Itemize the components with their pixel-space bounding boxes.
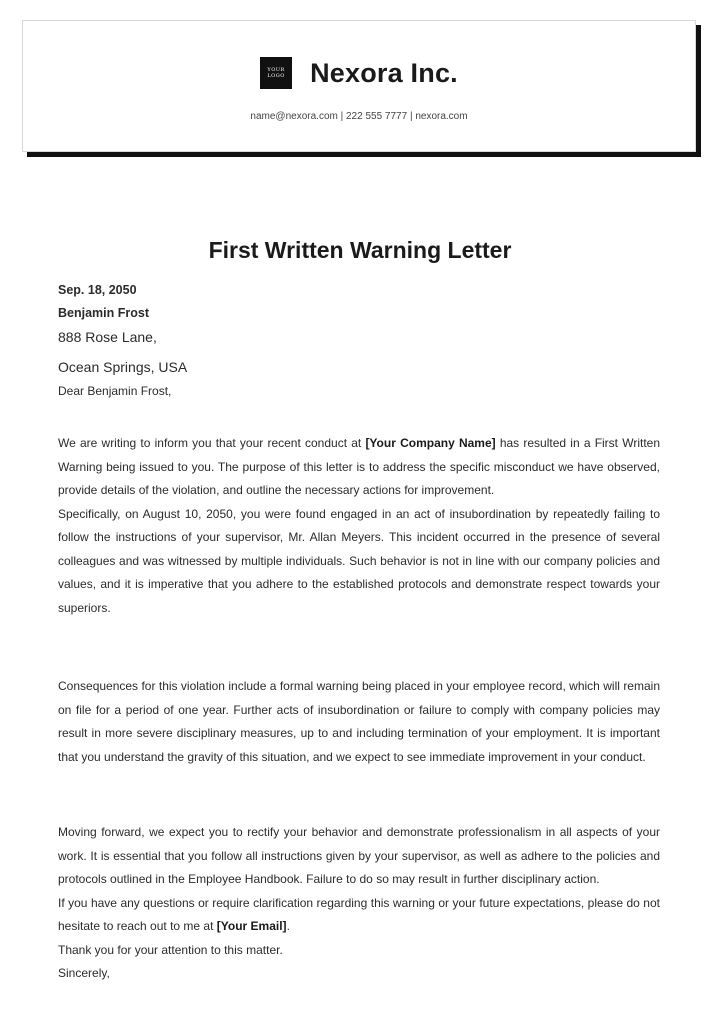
paragraph-1-2 [58,432,660,620]
company-name: Nexora Inc. [310,57,458,88]
paragraph-intro [58,432,660,503]
company-name-placeholder: [Your Company Name] [365,436,496,450]
questions-text-b: . [286,919,290,933]
contact-line: name@nexora.com | 222 555 7777 | nexora.com [250,111,468,122]
email-placeholder: [Your Email] [216,919,287,933]
logo-text-line2: LOGO [267,73,285,79]
paragraph-moving-forward: Moving forward, we expect you to rectify your behavior and demonstrate professionalism in all aspects of your work. It is essential that you follow all instructions given by your supervisor, as well as adhere to the policies and protocols outlined in the Employee Handbook. Failure to do so may result in further disciplinary action. [58,825,660,886]
intro-text-b: has resulted in a First Written Warning being issued to you. The purpose of this letter is to address the specific misconduct we have observed, provide details of the violation, and outline the necessary actions for improvement. [58,436,661,497]
logo-placeholder [260,57,292,89]
address-line-1: 888 Rose Lane, [58,329,157,345]
letterhead [22,20,696,152]
paragraph-incident: Specifically, on August 10, 2050, you were found engaged in an act of insubordination by repeatedly failing to follow the instructions of your supervisor, Mr. Allan Meyers. This incident occurred in the presence of several colleagues and was witnessed by multiple individuals. Such behavior is not in line with our company policies and values, and it is imperative that you adhere to the established protocols and demonstrate respect towards your superiors. [58,506,660,615]
letter-title: First Written Warning Letter [208,237,512,263]
questions-text-a: If you have any questions or require clarification regarding this warning or your future expectations, please do not hesitate to reach out to me at [58,895,660,933]
salutation: Dear Benjamin Frost, [58,384,172,398]
logo-text-line1: YOUR [267,67,285,73]
address-line-2: Ocean Springs, USA [58,359,188,375]
consequences-text: Consequences for this violation include a formal warning being placed in your employee record, which will remain on file for a period of one year. Further acts of insubordination or failure to comply with company policies may result in more severe disciplinary measures, up to and including termination of your employment. It is important that you understand the gravity of this situation, and we expect to see immediate improvement in your conduct. [58,679,660,764]
intro-text-a: We are writing to inform you that your recent conduct at [58,436,366,450]
closing: Sincerely, [58,966,110,980]
letter-date: Sep. 18, 2050 [58,283,137,297]
paragraph-consequences [58,675,660,769]
brand [23,57,695,89]
paragraph-closing-block [58,821,660,986]
recipient-name: Benjamin Frost [58,306,149,320]
paragraph-questions [58,892,660,939]
paragraph-thanks: Thank you for your attention to this matter. [58,942,283,957]
